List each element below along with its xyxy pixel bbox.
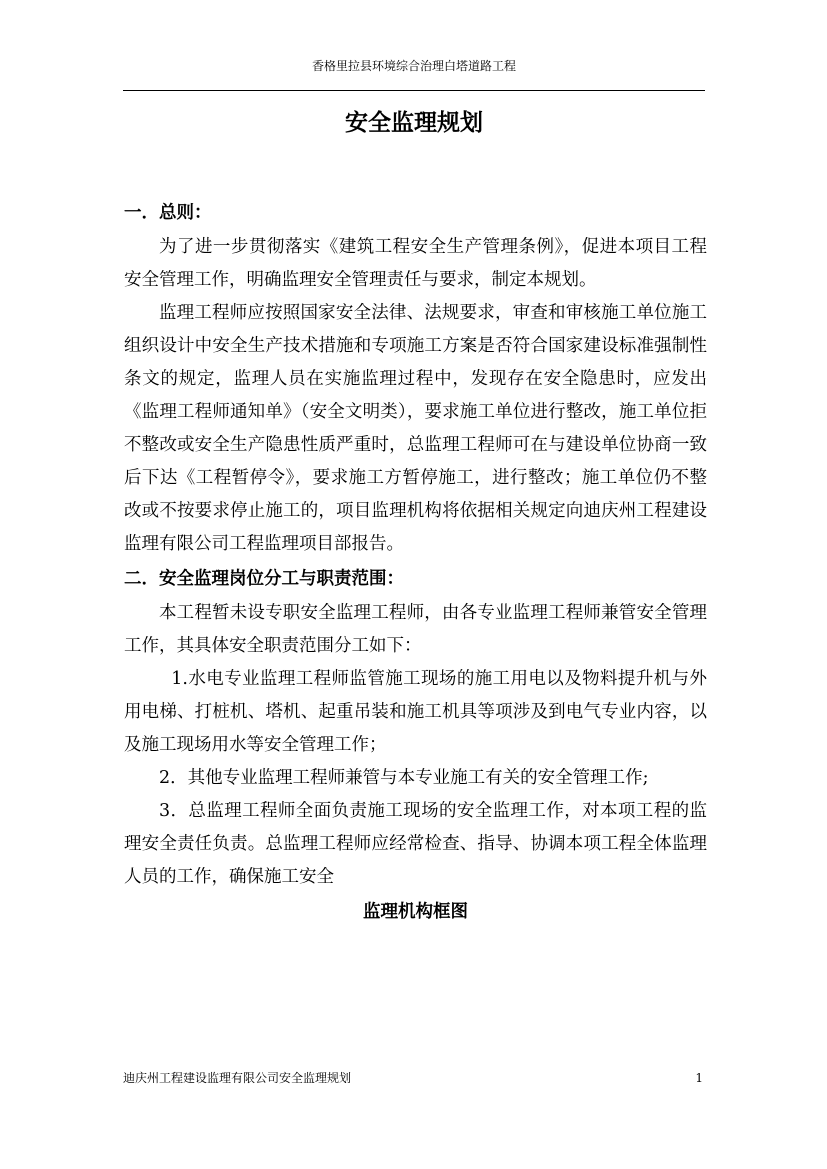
document-body — [124, 195, 707, 930]
paragraph-responsibility-intro: 本工程暂未设专职安全监理工程师，由各专业监理工程师兼管安全管理工作，其具体安全职责范围分工如下： — [124, 603, 707, 656]
paragraph-item-2: 2．其他专业监理工程师兼管与本专业施工有关的安全管理工作; — [159, 768, 649, 788]
paragraph-engineer-duties: 监理工程师应按照国家安全法律、法规要求，审查和审核施工单位施工组织设计中安全生产技术措施和专项施工方案是否符合国家建设标准强制性条文的规定，监理人员在实施监理过程中，发现存在安全隐患时，应发出《监理工程师通知单》（安全文明类），要求施工单位进行整改，施工单位拒不整改或安全生产隐患性质严重时，总监理工程师可在与建设单位协商一致后下达《工程暂停令》，要求施工方暂停施工，进行整改；施工单位仍不整改或不按要求停止施工的，项目监理机构将依据相关规定向迪庆州工程建设监理有限公司工程监理项目部报告。 — [124, 303, 707, 554]
paragraph-item-1: 1.水电专业监理工程师监管施工现场的施工用电以及物料提升机与外用电梯、打桩机、塔机、起重吊装和施工机具等项涉及到电气专业内容，以及施工现场用水等安全管理工作； — [124, 669, 707, 755]
header-divider — [123, 90, 705, 91]
page-number: 1 — [695, 1071, 703, 1085]
section-heading-responsibilities: 二．安全监理岗位分工与职责范围： — [124, 569, 404, 589]
page-header: 香格里拉县环境综合治理白塔道路工程 — [311, 59, 516, 73]
document-title: 安全监理规划 — [345, 109, 483, 136]
paragraph-item-3: 3．总监理工程师全面负责施工现场的安全监理工作，对本项工程的监理安全责任负责。总监理工程师应经常检查、指导、协调本项工程全体监理人员的工作，确保施工安全 — [124, 801, 707, 887]
footer-text: 迪庆州工程建设监理有限公司安全监理规划 — [123, 1071, 352, 1085]
paragraph-purpose: 为了进一步贯彻落实《建筑工程安全生产管理条例》，促进本项目工程安全管理工作，明确监理安全管理责任与要求，制定本规划。 — [124, 237, 707, 290]
section-heading-general: 一．总则： — [124, 203, 212, 223]
figure-caption: 监理机构框图 — [363, 902, 468, 922]
